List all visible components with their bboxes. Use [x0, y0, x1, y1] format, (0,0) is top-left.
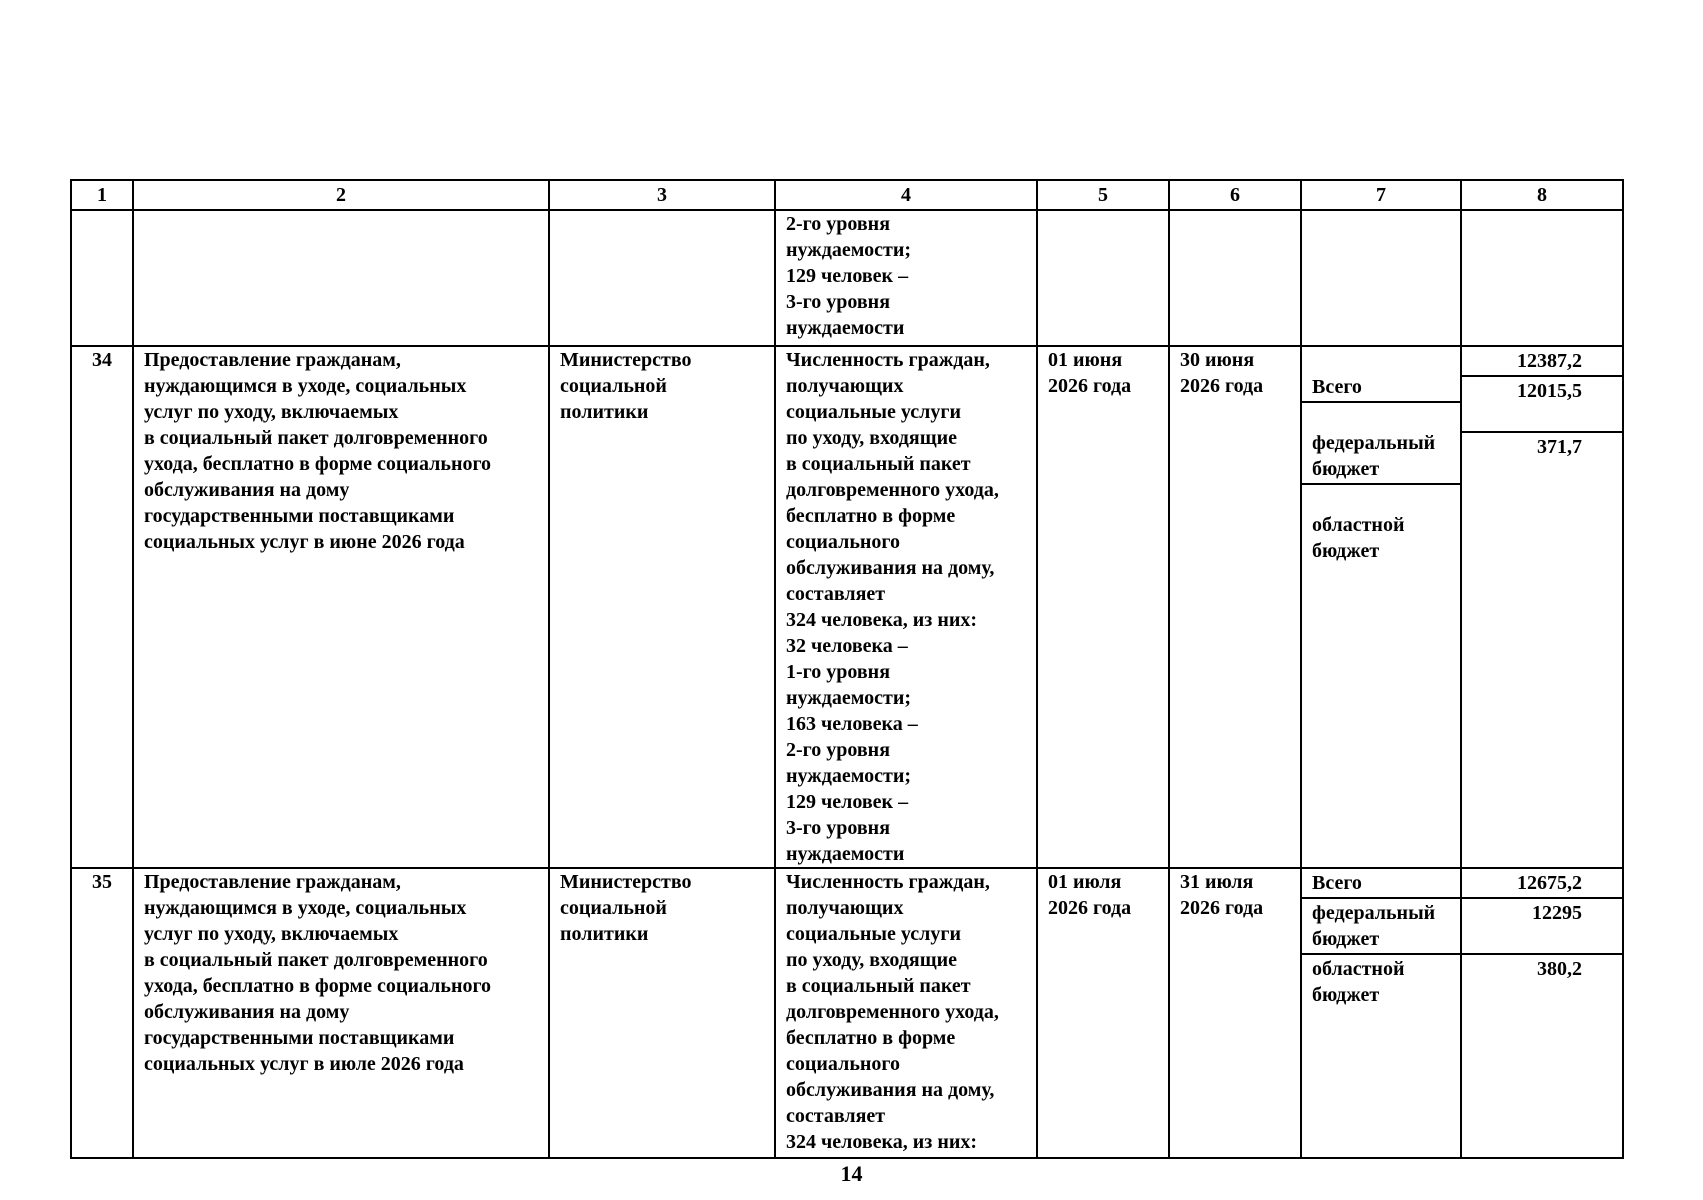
- source-total: Всего: [1302, 869, 1460, 899]
- amount-total: 12387,2: [1462, 347, 1622, 377]
- row-number: 35: [71, 868, 133, 1158]
- cont-amount-cell: [1461, 210, 1623, 346]
- cont-end-cell: [1169, 210, 1301, 346]
- amount-regional: 380,2: [1537, 958, 1582, 980]
- funding-source-cell: [1301, 868, 1461, 1158]
- cont-indicator-cell: 2-го уровня нуждаемости; 129 человек – 3-го уровня нуждаемости: [775, 210, 1037, 346]
- executor-cell: Министерство социальной политики: [549, 346, 775, 868]
- funding-source-cell: [1301, 346, 1461, 868]
- start-date-cell: 01 июля 2026 года: [1037, 868, 1169, 1158]
- col-header-7: 7: [1301, 180, 1461, 210]
- funding-amount-cell: [1461, 868, 1623, 1158]
- amount-federal: 12015,5: [1462, 377, 1622, 433]
- indicator-cell: Численность граждан, получающих социальные услуги по уходу, входящие в социальный пакет долговременного ухода, бесплатно в форме социального обслуживания на дому, составляет 324 человека, из них: 32 человека – 1-го уровня нуждаемости; 163 человека – 2-го уровня нуждаемости; 129 человек – 3-го уровня нуждаемости: [775, 346, 1037, 868]
- executor-cell: Министерство социальной политики: [549, 868, 775, 1158]
- cont-executor-cell: [549, 210, 775, 346]
- amount-regional: 371,7: [1537, 436, 1582, 458]
- cont-start-cell: [1037, 210, 1169, 346]
- col-header-6: 6: [1169, 180, 1301, 210]
- source-total: Всего: [1302, 373, 1460, 403]
- row-number: 34: [71, 346, 133, 868]
- col-header-4: 4: [775, 180, 1037, 210]
- table-row: [71, 868, 1623, 1158]
- col-header-2: 2: [133, 180, 549, 210]
- cont-source-cell: [1301, 210, 1461, 346]
- col-header-1: 1: [71, 180, 133, 210]
- measure-cell: Предоставление гражданам, нуждающимся в уходе, социальных услуг по уходу, включаемых в социальный пакет долговременного ухода, бесплатно в форме социального обслуживания на дому государственными поставщиками социальных услуг в июле 2026 года: [133, 868, 549, 1158]
- amount-total: 12675,2: [1462, 869, 1622, 899]
- header-row: [71, 180, 1623, 210]
- plan-table: [70, 179, 1624, 1159]
- table-row: [71, 346, 1623, 868]
- source-regional: областной бюджет: [1312, 514, 1405, 562]
- cont-measure-cell: [133, 210, 549, 346]
- amount-federal: 12295: [1462, 899, 1622, 955]
- col-header-3: 3: [549, 180, 775, 210]
- col-header-5: 5: [1037, 180, 1169, 210]
- funding-amount-cell: [1461, 346, 1623, 868]
- end-date-cell: 31 июля 2026 года: [1169, 868, 1301, 1158]
- source-regional: областной бюджет: [1312, 958, 1405, 1006]
- continuation-row: [71, 210, 1623, 346]
- start-date-cell: 01 июня 2026 года: [1037, 346, 1169, 868]
- end-date-cell: 30 июня 2026 года: [1169, 346, 1301, 868]
- source-federal: федеральный бюджет: [1302, 429, 1460, 485]
- cont-num-cell: [71, 210, 133, 346]
- source-federal: федеральный бюджет: [1302, 899, 1460, 955]
- col-header-8: 8: [1461, 180, 1623, 210]
- indicator-cell: Численность граждан, получающих социальные услуги по уходу, входящие в социальный пакет долговременного ухода, бесплатно в форме социального обслуживания на дому, составляет 324 человека, из них:: [775, 868, 1037, 1158]
- measure-cell: Предоставление гражданам, нуждающимся в уходе, социальных услуг по уходу, включаемых в социальный пакет долговременного ухода, бесплатно в форме социального обслуживания на дому государственными поставщиками социальных услуг в июне 2026 года: [133, 346, 549, 868]
- page-number: 14: [840, 1161, 863, 1186]
